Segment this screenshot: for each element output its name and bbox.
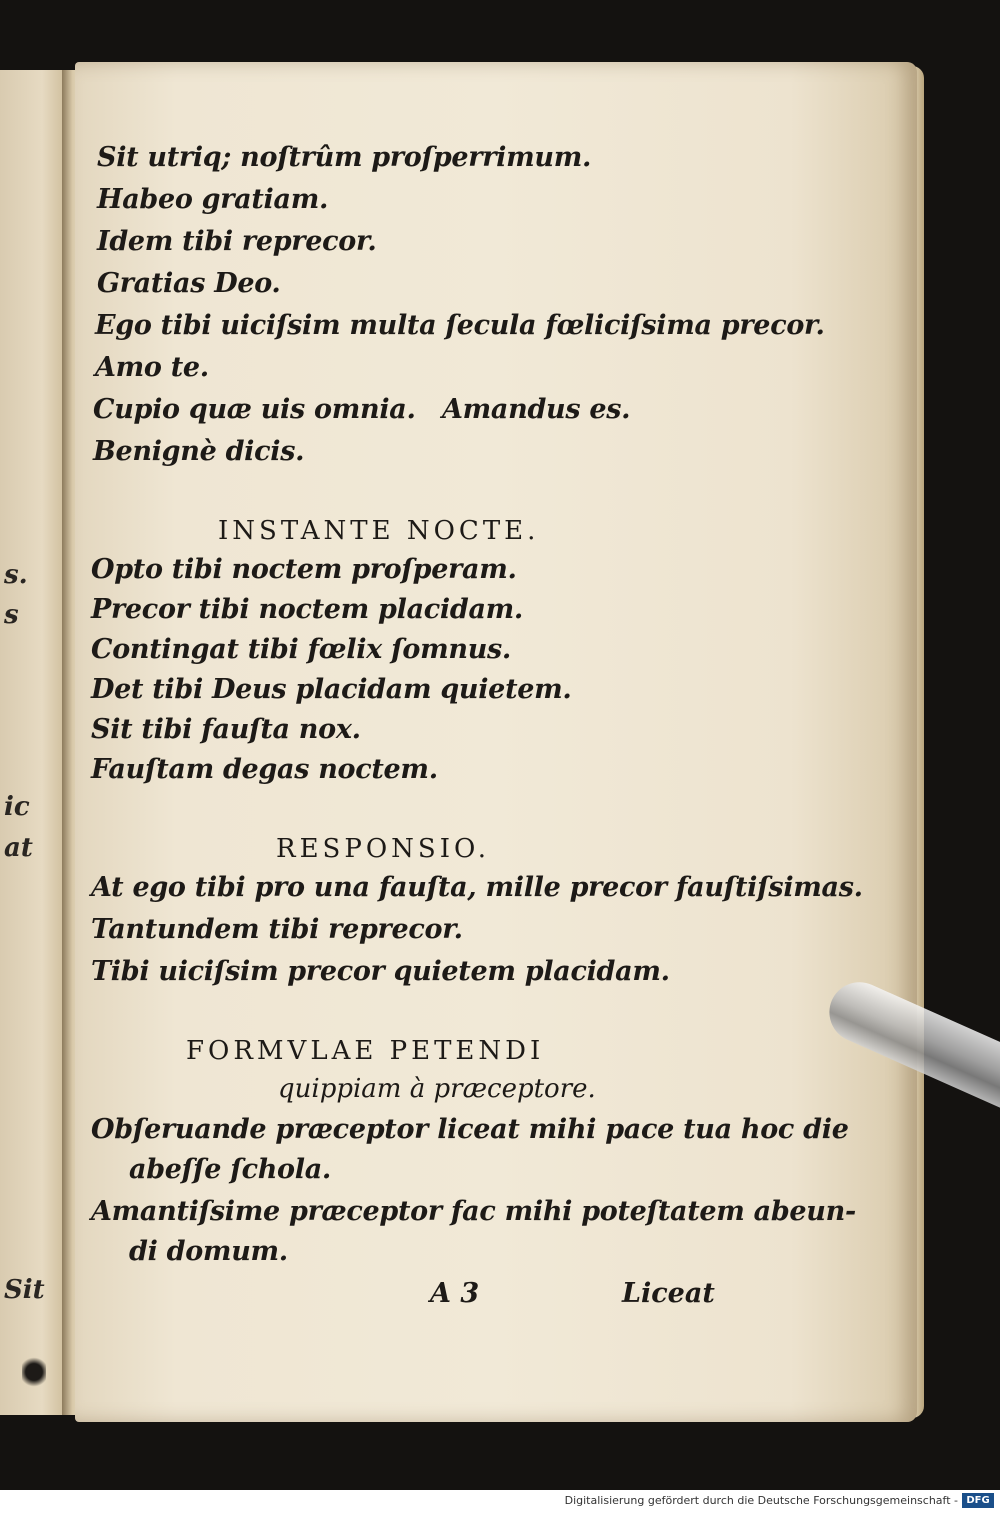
text-line: di domum. xyxy=(129,1236,288,1267)
text-line: Contingat tibi fœlix ſomnus. xyxy=(91,634,512,665)
text-line: Sit utriq; noſtrûm proſperrimum. xyxy=(97,142,592,173)
text-line: Benignè dicis. xyxy=(93,436,305,467)
text-line: Sit tibi fauſta nox. xyxy=(91,714,361,745)
digitization-credit: Digitalisierung gefördert durch die Deutsche Forschungsgemeinschaft - xyxy=(564,1494,958,1507)
dfg-logo: DFG xyxy=(962,1493,994,1508)
section-heading: RESPONSIO. xyxy=(276,834,491,864)
section-heading: INSTANTE NOCTE. xyxy=(218,516,540,546)
text-line: Opto tibi noctem proſperam. xyxy=(91,554,517,585)
section-heading: FORMVLAE PETENDI xyxy=(186,1036,545,1066)
left-facing-page xyxy=(0,70,70,1415)
text-line: Obſeruande præceptor liceat mihi pace tua hoc die xyxy=(91,1114,849,1145)
text-line: Habeo gratiam. xyxy=(97,184,329,215)
text-line: Amo te. xyxy=(95,352,209,383)
text-line: Precor tibi noctem placidam. xyxy=(91,594,524,625)
text-line: Gratias Deo. xyxy=(97,268,281,299)
text-line: Ego tibi uiciſsim multa ſecula fœliciſsima precor. xyxy=(95,310,825,341)
text-line: Tibi uiciſsim precor quietem placidam. xyxy=(91,956,670,987)
text-line: Cupio quæ uis omnia. xyxy=(93,394,416,425)
signature-mark: A 3 xyxy=(430,1278,480,1309)
text-line: Idem tibi reprecor. xyxy=(97,226,377,257)
text-line: abeſſe ſchola. xyxy=(129,1154,332,1185)
catchword: Liceat xyxy=(622,1278,715,1309)
left-page-fragment: s xyxy=(4,600,19,630)
text-line: At ego tibi pro una fauſta, mille precor fauſtiſsimas. xyxy=(91,872,863,903)
text-line: Tantundem tibi reprecor. xyxy=(91,914,463,945)
section-subheading: quippiam à præceptore. xyxy=(278,1074,596,1104)
text-line: Fauſtam degas noctem. xyxy=(91,754,438,785)
text-line: Det tibi Deus placidam quietem. xyxy=(91,674,572,705)
text-line: Amantiſsime præceptor fac mihi poteſtatem abeun- xyxy=(91,1196,856,1227)
left-page-fragment: ic xyxy=(4,792,30,822)
left-page-fragment: at xyxy=(4,833,33,863)
left-page-fragment: s. xyxy=(4,560,28,590)
printer-ornament xyxy=(22,1355,46,1389)
left-page-fragment: Sit xyxy=(4,1275,45,1305)
text-line: Amandus es. xyxy=(442,394,631,425)
